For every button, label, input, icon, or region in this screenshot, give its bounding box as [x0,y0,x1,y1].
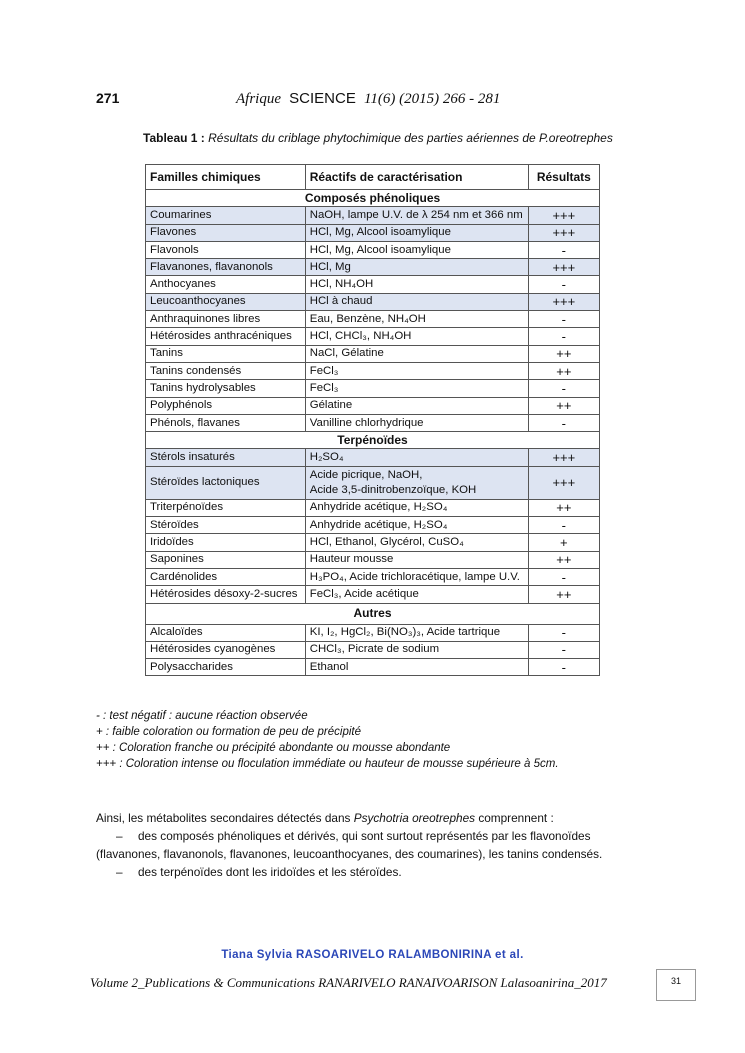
reagent-cell: HCl, Mg [305,259,528,276]
family-cell: Flavanones, flavanonols [146,259,306,276]
reagent-line-1: Acide picrique, NaOH, [309,468,423,481]
reagent-cell: NaCl, Gélatine [305,345,528,362]
table-row [146,293,600,310]
reagent-cell: FeCl₃ [305,362,528,379]
bullet-1-text: des composés phénoliques et dérivés, qui sont surtout représentés par les flavonoïdes (flavanones, flavanonols, flavanones, leucoanthocyanes, des coumarines), les tanins condensés. [96,829,603,861]
table-row [146,241,600,258]
reagent-cell: HCl, CHCl₃, NH₄OH [305,328,528,345]
journal-volume: 11(6) (2015) 266 - 281 [364,91,501,107]
table-header-row [146,165,600,190]
table-caption [143,131,613,145]
result-cell: - [528,568,599,585]
species-name: Psychotria oreotrephes [353,811,476,825]
bullet-phenolics [96,827,656,863]
family-cell: Coumarines [146,207,306,224]
reagent-cell: KI, I₂, HgCl₂, Bi(NO₃)₃, Acide tartrique [305,624,528,641]
results-table [145,164,600,676]
section-phenolic: Composés phénoliques [146,190,600,207]
reagent-cell: H₃PO₄, Acide trichloracétique, lampe U.V. [305,568,528,585]
dash-2: – [116,865,123,879]
journal-italic: Afrique [236,91,281,107]
table-row [146,568,600,585]
family-cell: Tanins [146,345,306,362]
reagent-cell: FeCl₃, Acide acétique [305,586,528,603]
caption-text: Résultats du criblage phytochimique des parties aériennes de P.oreotrephes [208,131,613,145]
result-cell: ++ [528,397,599,414]
bullet-2-text: des terpénoïdes dont les iridoïdes et les stéroïdes. [138,865,402,879]
table-row [146,551,600,568]
result-cell: - [528,276,599,293]
result-cell: +++ [528,293,599,310]
reagent-cell: Anhydride acétique, H₂SO₄ [305,517,528,534]
journal-name: SCIENCE [289,90,356,107]
reagent-cell [305,466,528,499]
reagent-cell: CHCl₃, Picrate de sodium [305,641,528,658]
family-cell: Stéroïdes [146,517,306,534]
reagent-cell: FeCl₃ [305,380,528,397]
result-cell: +++ [528,207,599,224]
page-number: 271 [96,90,120,106]
family-cell: Triterpénoïdes [146,499,306,516]
reagent-cell: Anhydride acétique, H₂SO₄ [305,499,528,516]
result-cell: +++ [528,449,599,466]
table-row [146,397,600,414]
table-row [146,380,600,397]
family-cell: Saponines [146,551,306,568]
family-cell: Hétérosides anthracéniques [146,328,306,345]
reagent-cell: HCl à chaud [305,293,528,310]
result-cell: - [528,414,599,431]
family-cell: Anthraquinones libres [146,311,306,328]
body-paragraph [96,809,656,881]
legend-moderate: ++ : Coloration franche ou précipité abondante ou mousse abondante [96,742,451,754]
table-row [146,499,600,516]
family-cell: Anthocyanes [146,276,306,293]
family-cell: Stérols insaturés [146,449,306,466]
authors-line: Tiana Sylvia RASOARIVELO RALAMBONIRINA et al. [221,949,524,961]
section-terpenoids: Terpénoïdes [146,432,600,449]
result-cell: +++ [528,224,599,241]
table-row [146,224,600,241]
table-legend [96,708,559,772]
reagent-cell: HCl, NH₄OH [305,276,528,293]
table-row [146,624,600,641]
caption-label: Tableau 1 : [143,131,205,145]
reagent-cell: HCl, Mg, Alcool isoamylique [305,241,528,258]
result-cell: - [528,624,599,641]
result-cell: - [528,241,599,258]
result-cell: ++ [528,499,599,516]
reagent-line-2: Acide 3,5-dinitrobenzoïque, KOH [309,483,477,496]
result-cell: ++ [528,362,599,379]
header-families: Familles chimiques [146,165,306,190]
reagent-cell: Vanilline chlorhydrique [305,414,528,431]
intro-text: Ainsi, les métabolites secondaires détectés dans [96,811,351,825]
table-row [146,259,600,276]
legend-strong: +++ : Coloration intense ou floculation immédiate ou hauteur de mousse supérieure à 5cm. [96,758,559,770]
family-cell: Flavonols [146,241,306,258]
header-reagents: Réactifs de caractérisation [305,165,528,190]
result-cell: - [528,641,599,658]
family-cell: Tanins hydrolysables [146,380,306,397]
bullet-terpenoids [96,863,656,881]
reagent-cell: H₂SO₄ [305,449,528,466]
result-cell: +++ [528,259,599,276]
table-row [146,466,600,499]
table-row [146,311,600,328]
result-cell: - [528,328,599,345]
result-cell: - [528,659,599,676]
result-cell: - [528,380,599,397]
legend-weak: + : faible coloration ou formation de peu de précipité [96,726,361,738]
reagent-cell: HCl, Ethanol, Glycérol, CuSO₄ [305,534,528,551]
result-cell: + [528,534,599,551]
table-row [146,641,600,658]
family-cell: Flavones [146,224,306,241]
reagent-cell: Gélatine [305,397,528,414]
family-cell: Polyphénols [146,397,306,414]
result-cell: ++ [528,345,599,362]
reagent-cell: Ethanol [305,659,528,676]
footer-page-number: 31 [656,969,696,1001]
result-cell: ++ [528,551,599,568]
reagent-cell: Eau, Benzène, NH₄OH [305,311,528,328]
table-row [146,414,600,431]
family-cell: Leucoanthocyanes [146,293,306,310]
dash-1: – [116,829,123,843]
family-cell: Polysaccharides [146,659,306,676]
result-cell: - [528,517,599,534]
table-row [146,362,600,379]
result-cell: - [528,311,599,328]
journal-reference [236,90,500,108]
table-row [146,328,600,345]
table-row [146,345,600,362]
table-row [146,534,600,551]
result-cell: +++ [528,466,599,499]
result-cell: ++ [528,586,599,603]
table-row [146,276,600,293]
table-row [146,517,600,534]
table-row [146,207,600,224]
family-cell: Hétérosides cyanogènes [146,641,306,658]
page-header [96,90,656,112]
reagent-cell: Hauteur mousse [305,551,528,568]
intro-end: comprennent : [478,811,554,825]
footer-text: Volume 2_Publications & Communications RANARIVELO RANAIVOARISON Lalasoanirina_2017 [90,975,607,990]
header-results: Résultats [528,165,599,190]
family-cell: Cardénolides [146,568,306,585]
family-cell: Hétérosides désoxy-2-sucres [146,586,306,603]
reagent-cell: NaOH, lampe U.V. de λ 254 nm et 366 nm [305,207,528,224]
table-row [146,659,600,676]
reagent-cell: HCl, Mg, Alcool isoamylique [305,224,528,241]
table-row [146,586,600,603]
family-cell: Phénols, flavanes [146,414,306,431]
family-cell: Tanins condensés [146,362,306,379]
table-row [146,449,600,466]
family-cell: Stéroïdes lactoniques [146,466,306,499]
family-cell: Alcaloïdes [146,624,306,641]
legend-negative: - : test négatif : aucune réaction observée [96,710,308,722]
intro-line [96,809,656,827]
family-cell: Iridoïdes [146,534,306,551]
section-others: Autres [146,603,600,624]
